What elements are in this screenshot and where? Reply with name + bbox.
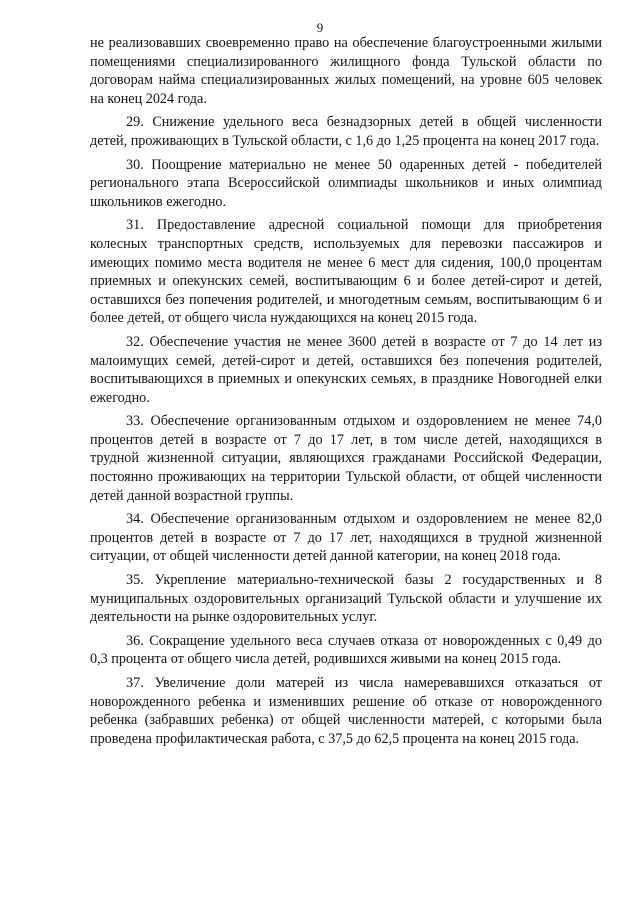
paragraph-item-30: 30. Поощрение материально не менее 50 одаренных детей - победителей регионального этапа Всероссийской олимпиады школьников и иных олимпиад школьников ежегодно. xyxy=(90,156,602,210)
paragraph-item-32: 32. Обеспечение участия не менее 3600 детей в возрасте от 7 до 14 лет из малоимущих семей, детей-сирот и детей, оставшихся без попечения родителей, воспитывающихся в приемных и опекунских семьях, в празднике Новогодней елки ежегодно. xyxy=(90,333,602,406)
document-body xyxy=(90,34,602,748)
paragraph-item-37: 37. Увеличение доли матерей из числа намеревавшихся отказаться от новорожденного ребенка и изменивших решение об отказе от новорожденного ребенка (забравших ребенка) от общей численности матерей, с которыми была проведена профилактическая работа, с 37,5 до 62,5 процента на конец 2015 года. xyxy=(90,675,602,747)
paragraph-item-33: 33. Обеспечение организованным отдыхом и оздоровлением не менее 74,0 процентов детей в возрасте от 7 до 17 лет, в том числе детей, находящихся в трудной жизненной ситуации, являющихся гражданами Российской Федерации, постоянно проживающих на территории Тульской области, от общей численности детей данной возрастной группы. xyxy=(90,413,602,504)
paragraph-item-34: 34. Обеспечение организованным отдыхом и оздоровлением не менее 82,0 процентов детей в возрасте от 7 до 17 лет, находящихся в трудной жизненной ситуации, от общей численности детей данной категории, на конец 2018 года. xyxy=(90,511,602,565)
page-number: 9 xyxy=(316,20,324,35)
paragraph-item-29: 29. Снижение удельного веса безнадзорных детей в общей численности детей, проживающих в Тульской области, с 1,6 до 1,25 процента на конец 2017 года. xyxy=(90,114,602,149)
paragraph-continuation: не реализовавших своевременно право на обеспечение благоустроенными жилыми помещениями специализированного жилищного фонда Тульской области по договорам найма специализированных жилых помещений, на уровне 605 человек на конец 2024 года. xyxy=(90,35,602,107)
paragraph-item-36: 36. Сокращение удельного веса случаев отказа от новорожденных с 0,49 до 0,3 процента от общего числа детей, родившихся живыми на конец 2015 года. xyxy=(90,632,602,668)
paragraph-item-35: 35. Укрепление материально-технической базы 2 государственных и 8 муниципальных оздоровительных организаций Тульской области и улучшение их деятельности на рынке оздоровительных услуг. xyxy=(90,572,602,626)
paragraph-item-31: 31. Предоставление адресной социальной помощи для приобретения колесных транспортных средств, используемых для перевозки пассажиров и имеющих помимо места водителя не менее 6 мест для сидения, 100,0 процентам приемных и опекунских семей, воспитывающим 6 и более детей-сирот и детей, оставшихся без попечения родителей, и многодетным семьям, воспитывающим 6 и более детей, от общего числа нуждающихся на конец 2015 года. xyxy=(90,217,602,327)
